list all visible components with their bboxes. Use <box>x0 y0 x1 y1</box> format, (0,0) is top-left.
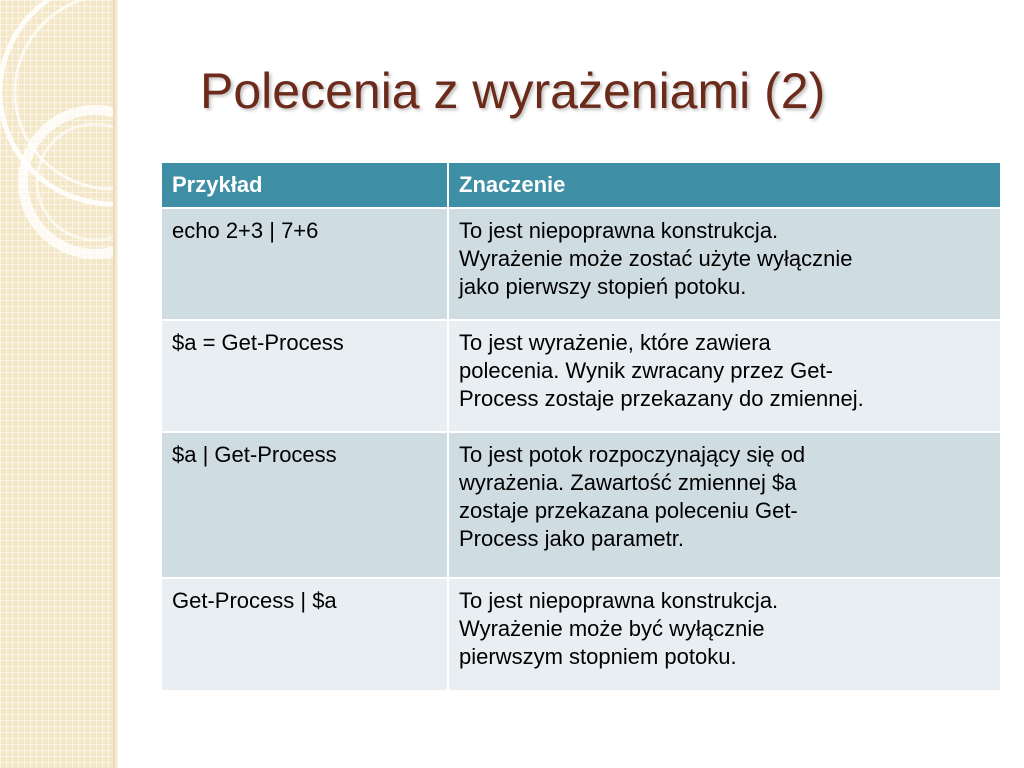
meaning-line: jako pierwszy stopień potoku. <box>459 274 747 299</box>
meaning-line: polecenia. Wynik zwracany przez Get- <box>459 358 833 383</box>
table-row <box>162 208 1000 320</box>
meaning-line: Wyrażenie może być wyłącznie <box>459 616 765 641</box>
cell-example: echo 2+3 | 7+6 <box>162 208 448 320</box>
meaning-line: zostaje przekazana poleceniu Get- <box>459 498 798 523</box>
meaning-line: wyrażenia. Zawartość zmiennej $a <box>459 470 797 495</box>
cell-meaning <box>448 578 1000 690</box>
meaning-line: To jest wyrażenie, które zawiera <box>459 330 771 355</box>
cell-meaning <box>448 320 1000 432</box>
table-row <box>162 432 1000 578</box>
meaning-line: To jest niepoprawna konstrukcja. <box>459 588 779 613</box>
expressions-table <box>162 163 1000 690</box>
cell-example: $a = Get-Process <box>162 320 448 432</box>
meaning-line: To jest niepoprawna konstrukcja. <box>459 218 779 243</box>
meaning-line: pierwszym stopniem potoku. <box>459 644 737 669</box>
meaning-line: To jest potok rozpoczynający się od <box>459 442 806 467</box>
side-strip-edge <box>113 0 118 768</box>
meaning-line: Process jako parametr. <box>459 526 684 551</box>
cell-meaning <box>448 432 1000 578</box>
cell-example: $a | Get-Process <box>162 432 448 578</box>
header-meaning: Znaczenie <box>448 163 1000 208</box>
table-row <box>162 320 1000 432</box>
cell-example: Get-Process | $a <box>162 578 448 690</box>
cell-meaning <box>448 208 1000 320</box>
header-example: Przykład <box>162 163 448 208</box>
decorative-side-strip <box>0 0 113 768</box>
table-header-row <box>162 163 1000 208</box>
decorative-circles-graphic <box>0 0 113 768</box>
table-row <box>162 578 1000 690</box>
meaning-line: Process zostaje przekazany do zmiennej. <box>459 386 864 411</box>
slide-title: Polecenia z wyrażeniami (2) <box>200 63 826 119</box>
meaning-line: Wyrażenie może zostać użyte wyłącznie <box>459 246 853 271</box>
